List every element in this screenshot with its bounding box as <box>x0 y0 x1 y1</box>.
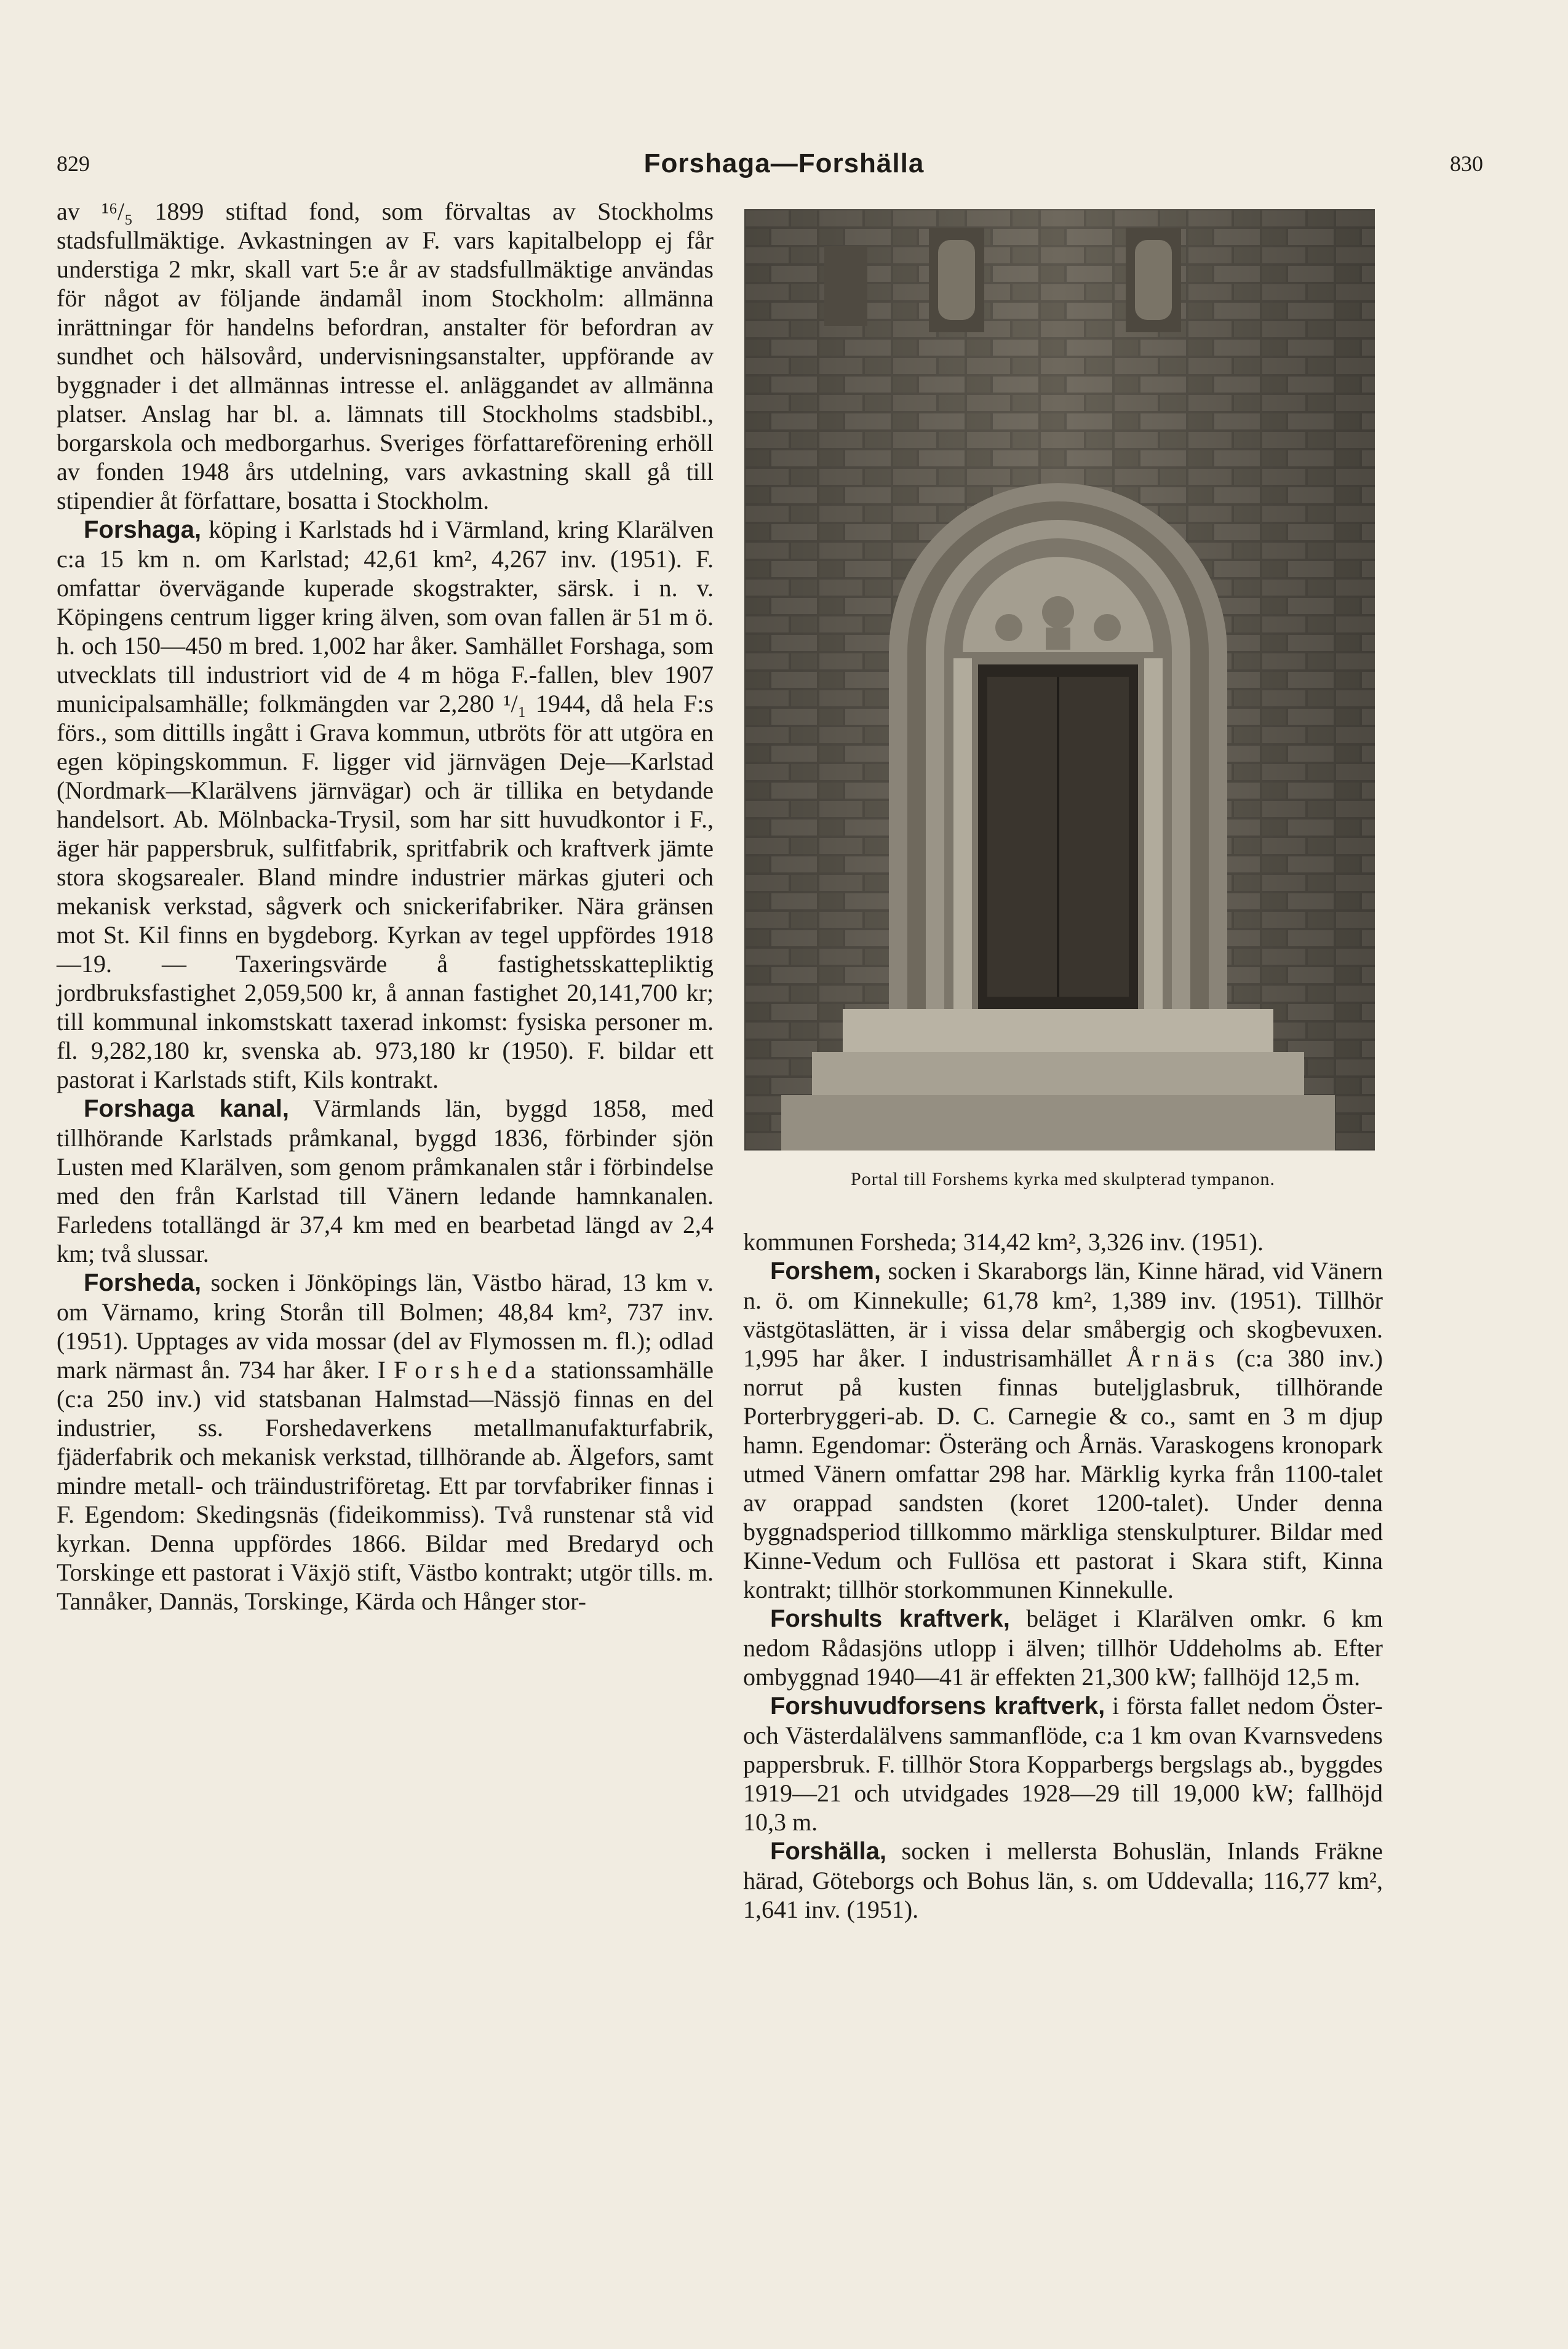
entry-headword: Forshults kraftverk, <box>770 1605 1010 1632</box>
spaced-place-name: Årnäs <box>1126 1344 1222 1372</box>
entry-text: socken i Skaraborgs län, Kinne härad, vid Vänern n. ö. om Kinnekulle; 61,78 km², 1,389 inv. (1951). Tillhör västgötaslätten, är i vissa delar småbergig och skogbevuxen. 1,995 har åker. I industrisamhället <box>743 1257 1383 1372</box>
entry-text: socken i mellersta Bohuslän, Inlands Fräkne härad, Göteborgs och Bohus län, s. om Uddevalla; 116,77 km², 1,641 inv. (1951). <box>743 1837 1383 1923</box>
entry-text: Värmlands län, byggd 1858, med tillhörande Karlstads pråmkanal, byggd 1836, förbinder sjön Lusten med Klarälven, som genom pråmkanalen står i förbindelse med den från Karlstad till Vänern ledande hamnkanalen. Farledens totallängd är 37,4 km med en bearbetad längd av 2,4 km; två slussar. <box>57 1095 714 1267</box>
entry-forshem <box>743 1256 1383 1604</box>
page-number-right: 830 <box>1450 151 1483 176</box>
spaced-place-name: Forsheda <box>394 1356 543 1384</box>
entry-headword: Forshem, <box>770 1258 882 1285</box>
left-column <box>57 197 714 1616</box>
entry-text: av ¹⁶/₅ 1899 stiftad fond, som förvaltas av Stockholms stadsfullmäktige. Avkastningen av F. vars kapitalbelopp ej får understiga 2 mkr, skall vart 5:e år av stadsfullmäktige användas för något av följande ändamål inom Stockholm: allmänna inrättningar för handelns befordran, anstalter för befordran av sundhet och hälsovård, undervisningsanstalter, uppförande av byggnader i det allmännas intresse el. anläggandet av allmänna platser. Anslag har bl. a. lämnats till Stockholms stadsbibl., borgarskola och medborgarhus. Sveriges författareförening erhöll av fonden 1948 års utdelning, vars avkastning skall gå till stipendier åt författare, bosatta i Stockholm. <box>57 197 714 514</box>
running-title: Forshaga—Forshälla <box>643 148 925 178</box>
page-header <box>0 148 1568 194</box>
entry-text: kommunen Forsheda; 314,42 km², 3,326 inv. (1951). <box>743 1228 1264 1256</box>
entry-forshaga-kanal <box>57 1094 714 1268</box>
entry-text: (c:a 380 inv.) norrut på kusten finnas buteljglasbruk, tillhörande Porterbryggeri-ab. D. C. Carnegie & co., samt en 3 m djup hamn. Egendomar: Österäng och Årnäs. Varaskogens kronopark utmed Vänern omfattar 298 har. Märklig kyrka från 1100-talet av orappad sandsten (koret 1200-talet). Under denna byggnadsperiod tillkommo märkliga stenskulpturer. Bildar med Kinne-Vedum och Fullösa ett pastorat i Skara stift, Kinna kontrakt; tillhör storkommunen Kinnekulle. <box>743 1344 1383 1603</box>
entry-forshuvudforsens-kraftverk <box>743 1691 1383 1837</box>
entry-text: socken i Jönköpings län, Västbo härad, 13 km v. om Värnamo, kring Storån till Bolmen; 48,84 km², 737 inv. (1951). Upptages av vida mossar (del av Flymossen m. fl.); odlad mark närmast ån. 734 har åker. I <box>57 1269 714 1384</box>
entry-headword: Forshälla, <box>770 1838 886 1865</box>
right-column <box>743 1227 1383 1924</box>
entry-paragraph <box>743 1227 1383 1256</box>
figure-caption: Portal till Forshems kyrka med skulpterad tympanon. <box>850 1169 1276 1189</box>
church-portal-photo <box>744 209 1375 1151</box>
entry-headword: Forshuvudforsens kraftverk, <box>770 1693 1105 1720</box>
entry-text: i första fallet nedom Öster- och Västerdalälvens sammanflöde, c:a 1 km ovan Kvarnsvedens pappersbruk. F. tillhör Stora Kopparbergs bergslags ab., byggdes 1919—21 och utvidgades 1928—29 till 19,000 kW; fallhöjd 10,3 m. <box>743 1692 1383 1836</box>
entry-text: beläget i Klarälven omkr. 6 km nedom Rådasjöns utlopp i älven; tillhör Uddeholms ab. Efter ombyggnad 1940—41 är effekten 21,300 kW; fallhöjd 12,5 m. <box>743 1605 1383 1691</box>
entry-text: köping i Karlstads hd i Värmland, kring Klarälven c:a 15 km n. om Karlstad; 42,61 km², 4,267 inv. (1951). F. omfattar övervägande kuperade skogstrakter, särsk. i n. v. Köpingens centrum ligger kring älven, som ovan fallen är 51 m ö. h. och 150—450 m bred. 1,002 har åker. Samhället Forshaga, som utvecklats till industriort vid de 4 m höga F.-fallen, blev 1907 municipalsamhälle; folkmängden var 2,280 ¹/₁ 1944, då hela F:s förs., som dittills ingått i Grava kommun, utbröts för att utgöra en egen köpingskommun. F. ligger vid järnvägen Deje—Karlstad (Nordmark—Klarälvens järnvägar) och är tillika en betydande handelsort. Ab. Mölnbacka-Trysil, som har sitt huvudkontor i F., äger här pappersbruk, sulfitfabrik, spritfabrik och kraftverk jämte stora skogsarealer. Bland mindre industrier märkas gjuteri och mekanisk verkstad, sågverk och snickerifabriker. Nära gränsen mot St. Kil finns en bygdeborg. Kyrkan av tegel uppfördes 1918—19. — Taxeringsvärde å fastighetsskattepliktig jordbruksfastighet 2,059,500 kr, å annan fastighet 20,141,700 kr; till kommunal inkomstskatt taxerad inkomst: fysiska personer m. fl. 9,282,180 kr, svenska ab. 973,180 kr (1950). F. bildar ett pastorat i Karlstads stift, Kils kontrakt. <box>57 516 714 1093</box>
entry-forshaga <box>57 515 714 1094</box>
entry-forsheda <box>57 1268 714 1616</box>
entry-headword: Forshaga, <box>84 516 202 543</box>
page-number-left: 829 <box>57 151 90 176</box>
entry-headword: Forshaga kanal, <box>84 1095 290 1122</box>
entry-forshalla <box>743 1837 1383 1924</box>
entry-headword: Forsheda, <box>84 1269 202 1296</box>
entry-paragraph <box>57 197 714 515</box>
entry-text: stationssamhälle (c:a 250 inv.) vid statsbanan Halmstad—Nässjö finnas en del industrier, ss. Forshedaverkens metallmanufakturfabrik, fjäderfabrik och mekanisk verkstad, tillhörande ab. Älgefors, samt mindre metall- och träindustriföretag. Ett par torvfabriker finnas i F. Egendom: Skedingsnäs (fideikommiss). Två runstenar stå vid kyrkan. Denna uppfördes 1866. Bildar med Bredaryd och Torskinge ett pastorat i Växjö stift, Västbo kontrakt; utgör tills. m. Tannåker, Dannäs, Torskinge, Kärda och Hånger stor- <box>57 1356 714 1615</box>
entry-forshults-kraftverk <box>743 1604 1383 1691</box>
